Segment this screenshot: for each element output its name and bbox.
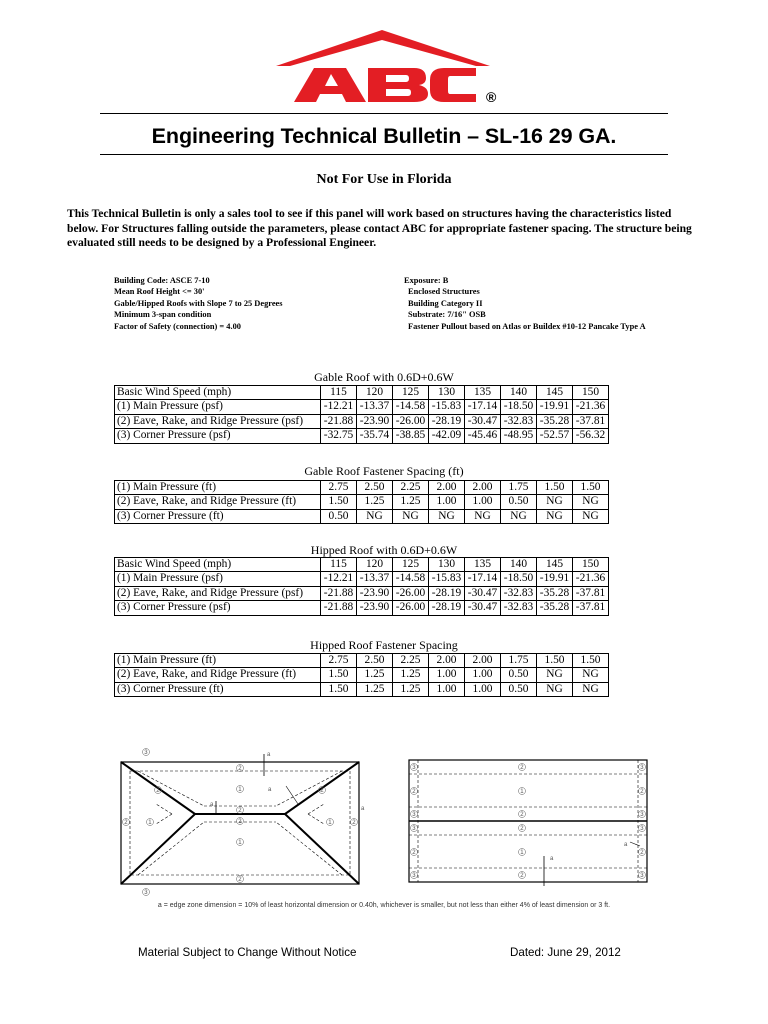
- table-cell: NG: [393, 509, 429, 523]
- table-row: [115, 400, 609, 414]
- table-cell: 1.00: [465, 495, 501, 509]
- table-row: [115, 495, 609, 509]
- zone-label: 2: [520, 873, 524, 880]
- zone-label: 2: [412, 850, 416, 857]
- florida-notice: Not For Use in Florida: [316, 172, 452, 187]
- table-cell: -30.47: [465, 414, 501, 428]
- edge-label: a: [550, 856, 554, 862]
- zone-label: 2: [238, 808, 242, 815]
- intro-paragraph: This Technical Bulletin is only a sales tool to see if this panel will work based on structures having the characteristics listed below. For Structures falling outside the parameters, please contact ABC for appropriate fastener spacing. The structure being evaluated still needs to be designed by a Professional Engineer.: [67, 207, 692, 249]
- row-label: (3) Corner Pressure (ft): [115, 509, 321, 523]
- table-cell: -56.32: [573, 429, 609, 443]
- edge-label: a: [268, 787, 272, 793]
- table-cell: NG: [573, 495, 609, 509]
- table-cell: -26.00: [393, 601, 429, 615]
- zone-label: 2: [520, 812, 524, 819]
- table-cell: -35.28: [537, 414, 573, 428]
- table-cell: 1.50: [537, 654, 573, 668]
- table-row: [115, 481, 609, 495]
- gable-roof-diagram: [404, 746, 654, 898]
- table-cell: 120: [357, 558, 393, 572]
- zone-label: 2: [640, 850, 644, 857]
- specs-left: [114, 275, 283, 332]
- table-cell: 1.25: [393, 682, 429, 696]
- registered-mark: ®: [486, 89, 497, 105]
- table-cell: NG: [537, 682, 573, 696]
- table-cell: NG: [501, 509, 537, 523]
- table-cell: 1.00: [465, 682, 501, 696]
- table-cell: 1.25: [393, 495, 429, 509]
- table-cell: 2.25: [393, 654, 429, 668]
- hipped-spacing-table: [114, 653, 609, 697]
- abc-logo: [254, 28, 514, 106]
- table-cell: -19.91: [537, 572, 573, 586]
- table-cell: 140: [501, 386, 537, 400]
- table-cell: NG: [537, 495, 573, 509]
- zone-label: 3: [640, 826, 644, 833]
- table-cell: -18.50: [501, 572, 537, 586]
- zone-label: 3: [144, 890, 148, 897]
- row-label: (1) Main Pressure (ft): [115, 654, 321, 668]
- table-caption: Hipped Roof with 0.6D+0.6W: [310, 543, 458, 557]
- table-cell: -15.83: [429, 400, 465, 414]
- table-cell: -18.50: [501, 400, 537, 414]
- table-cell: -32.75: [321, 429, 357, 443]
- table-cell: 1.25: [357, 495, 393, 509]
- table-cell: -17.14: [465, 400, 501, 414]
- gable-pressure-table: [114, 385, 609, 444]
- table-cell: -21.88: [321, 586, 357, 600]
- zone-label: 3: [640, 873, 644, 880]
- table-cell: -30.47: [465, 601, 501, 615]
- table-cell: 2.75: [321, 481, 357, 495]
- zone-label: 1: [238, 840, 242, 847]
- table-cell: NG: [429, 509, 465, 523]
- table-cell: NG: [573, 509, 609, 523]
- table-cell: -32.83: [501, 586, 537, 600]
- zone-label: 1: [148, 820, 152, 827]
- table-cell: 1.50: [321, 668, 357, 682]
- table-row: [115, 668, 609, 682]
- spec-item: Exposure: B: [404, 276, 449, 285]
- table-cell: -32.83: [501, 414, 537, 428]
- spec-item: Gable/Hipped Roofs with Slope 7 to 25 Degrees: [114, 298, 283, 308]
- row-label: (1) Main Pressure (ft): [115, 481, 321, 495]
- row-label: (2) Eave, Rake, and Ridge Pressure (ft): [115, 495, 321, 509]
- table-cell: -19.91: [537, 400, 573, 414]
- table-cell: 125: [393, 558, 429, 572]
- table-cell: 1.25: [393, 668, 429, 682]
- row-label: (2) Eave, Rake, and Ridge Pressure (ft): [115, 668, 321, 682]
- table-cell: -26.00: [393, 586, 429, 600]
- table-cell: -28.19: [429, 601, 465, 615]
- table-cell: -13.37: [357, 400, 393, 414]
- row-label: (3) Corner Pressure (psf): [115, 601, 321, 615]
- table-cell: 1.25: [357, 682, 393, 696]
- table-cell: -45.46: [465, 429, 501, 443]
- table-row: [115, 601, 609, 615]
- table-cell: -14.58: [393, 400, 429, 414]
- footnote: a = edge zone dimension = 10% of least horizontal dimension or 0.40h, whichever is smaller, but not less than either 4% of least dimension or 3 ft.: [157, 902, 611, 909]
- table-cell: 0.50: [501, 668, 537, 682]
- bulletin-title: Engineering Technical Bulletin – SL-16 29 GA.: [151, 124, 617, 148]
- table-cell: -21.36: [573, 400, 609, 414]
- zone-label: 2: [520, 826, 524, 833]
- table-cell: 1.75: [501, 654, 537, 668]
- table-cell: 150: [573, 386, 609, 400]
- table-cell: 150: [573, 558, 609, 572]
- table-cell: 2.50: [357, 654, 393, 668]
- table-cell: NG: [537, 509, 573, 523]
- table-row: [115, 682, 609, 696]
- spec-item: Factor of Safety (connection) = 4.00: [114, 321, 241, 331]
- table-cell: -35.28: [537, 601, 573, 615]
- table-cell: 1.00: [429, 495, 465, 509]
- table-cell: -21.36: [573, 572, 609, 586]
- table-cell: -28.19: [429, 586, 465, 600]
- table-cell: 145: [537, 558, 573, 572]
- table-cell: -13.37: [357, 572, 393, 586]
- table-cell: 1.00: [429, 668, 465, 682]
- table-cell: 125: [393, 386, 429, 400]
- table-cell: 115: [321, 386, 357, 400]
- table-row: [115, 586, 609, 600]
- footer-notice: Material Subject to Change Without Notice: [138, 946, 357, 959]
- table-cell: 2.50: [357, 481, 393, 495]
- spec-item: Mean Roof Height <= 30': [114, 287, 205, 297]
- table-cell: -26.00: [393, 414, 429, 428]
- title-rule: [100, 154, 668, 155]
- table-cell: -37.81: [573, 601, 609, 615]
- row-label: (2) Eave, Rake, and Ridge Pressure (psf): [115, 586, 321, 600]
- table-cell: NG: [357, 509, 393, 523]
- zone-label: 1: [238, 787, 242, 794]
- table-cell: 130: [429, 386, 465, 400]
- table-cell: -12.21: [321, 572, 357, 586]
- table-cell: 1.25: [357, 668, 393, 682]
- table-cell: 120: [357, 386, 393, 400]
- zone-label: 2: [320, 788, 324, 795]
- table-cell: -35.74: [357, 429, 393, 443]
- row-label: Basic Wind Speed (mph): [115, 558, 321, 572]
- edge-label: a: [624, 842, 628, 848]
- zone-label: 1: [328, 820, 332, 827]
- table-cell: 140: [501, 558, 537, 572]
- table-cell: -23.90: [357, 414, 393, 428]
- table-cell: -42.09: [429, 429, 465, 443]
- table-row: [115, 386, 609, 400]
- table-cell: 1.50: [321, 682, 357, 696]
- table-cell: 115: [321, 558, 357, 572]
- zone-label: 3: [640, 812, 644, 819]
- table-cell: -52.57: [537, 429, 573, 443]
- zone-label: 3: [412, 826, 416, 833]
- zone-label: 1: [520, 789, 524, 796]
- table-row: [115, 572, 609, 586]
- table-cell: -37.81: [573, 586, 609, 600]
- table-cell: 2.00: [465, 481, 501, 495]
- table-cell: NG: [573, 668, 609, 682]
- spec-item: Substrate: 7/16" OSB: [408, 310, 486, 320]
- edge-label: a: [267, 752, 271, 758]
- table-cell: 2.00: [429, 481, 465, 495]
- table-cell: 1.50: [573, 654, 609, 668]
- table-cell: 1.50: [321, 495, 357, 509]
- table-cell: 1.00: [465, 668, 501, 682]
- table-cell: -37.81: [573, 414, 609, 428]
- top-rule: [100, 113, 668, 114]
- edge-label: a: [210, 802, 214, 808]
- table-cell: 1.00: [429, 682, 465, 696]
- table-cell: 135: [465, 558, 501, 572]
- row-label: Basic Wind Speed (mph): [115, 386, 321, 400]
- table-cell: -21.88: [321, 601, 357, 615]
- table-cell: 2.00: [465, 654, 501, 668]
- table-cell: 0.50: [501, 495, 537, 509]
- table-cell: -32.83: [501, 601, 537, 615]
- zone-label: 2: [238, 819, 242, 826]
- table-cell: 2.75: [321, 654, 357, 668]
- table-row: [115, 558, 609, 572]
- zone-label: 3: [412, 812, 416, 819]
- table-cell: -14.58: [393, 572, 429, 586]
- row-label: (2) Eave, Rake, and Ridge Pressure (psf): [115, 414, 321, 428]
- table-cell: 0.50: [501, 682, 537, 696]
- table-cell: -28.19: [429, 414, 465, 428]
- spec-item: Building Category II: [408, 298, 483, 308]
- row-label: (1) Main Pressure (psf): [115, 572, 321, 586]
- table-caption: Gable Roof Fastener Spacing (ft): [304, 464, 464, 478]
- table-row: [115, 654, 609, 668]
- table-cell: -23.90: [357, 586, 393, 600]
- zone-label: 2: [156, 788, 160, 795]
- spec-item: Fastener Pullout based on Atlas or Buildex #10-12 Pancake Type A: [408, 321, 646, 331]
- zone-label: 2: [412, 789, 416, 796]
- table-cell: -35.28: [537, 586, 573, 600]
- spec-item: Minimum 3-span condition: [114, 310, 212, 320]
- table-cell: NG: [465, 509, 501, 523]
- table-row: [115, 414, 609, 428]
- table-cell: 2.25: [393, 481, 429, 495]
- table-cell: 0.50: [321, 509, 357, 523]
- row-label: (3) Corner Pressure (ft): [115, 682, 321, 696]
- table-cell: 2.00: [429, 654, 465, 668]
- table-cell: -17.14: [465, 572, 501, 586]
- row-label: (1) Main Pressure (psf): [115, 400, 321, 414]
- row-label: (3) Corner Pressure (psf): [115, 429, 321, 443]
- zone-label: 3: [144, 750, 148, 757]
- footer-date: Dated: June 29, 2012: [510, 946, 621, 959]
- zone-label: 3: [412, 765, 416, 772]
- table-caption: Gable Roof with 0.6D+0.6W: [314, 370, 454, 384]
- zone-label: 2: [124, 820, 128, 827]
- spec-item: Building Code: ASCE 7-10: [114, 276, 210, 285]
- table-row: [115, 429, 609, 443]
- table-cell: 130: [429, 558, 465, 572]
- table-cell: -38.85: [393, 429, 429, 443]
- zone-label: 2: [238, 877, 242, 884]
- zone-label: 3: [412, 873, 416, 880]
- table-cell: 145: [537, 386, 573, 400]
- table-cell: 135: [465, 386, 501, 400]
- zone-label: 3: [640, 765, 644, 772]
- table-cell: -15.83: [429, 572, 465, 586]
- zone-label: 2: [640, 789, 644, 796]
- table-cell: -48.95: [501, 429, 537, 443]
- zone-label: 2: [520, 765, 524, 772]
- table-cell: 1.50: [537, 481, 573, 495]
- table-caption: Hipped Roof Fastener Spacing: [310, 638, 458, 652]
- table-cell: NG: [537, 668, 573, 682]
- specs-right: [404, 275, 646, 332]
- zone-label: 2: [238, 766, 242, 773]
- table-cell: 1.75: [501, 481, 537, 495]
- spec-item: Enclosed Structures: [408, 287, 480, 297]
- table-row: [115, 509, 609, 523]
- table-cell: -23.90: [357, 601, 393, 615]
- table-cell: -30.47: [465, 586, 501, 600]
- table-cell: 1.50: [573, 481, 609, 495]
- hipped-pressure-table: [114, 557, 609, 616]
- edge-label: a: [361, 806, 365, 812]
- table-cell: NG: [573, 682, 609, 696]
- gable-spacing-table: [114, 480, 609, 524]
- zone-label: 1: [520, 850, 524, 857]
- hipped-roof-diagram: [116, 746, 366, 898]
- table-cell: -21.88: [321, 414, 357, 428]
- zone-label: 2: [352, 820, 356, 827]
- table-cell: -12.21: [321, 400, 357, 414]
